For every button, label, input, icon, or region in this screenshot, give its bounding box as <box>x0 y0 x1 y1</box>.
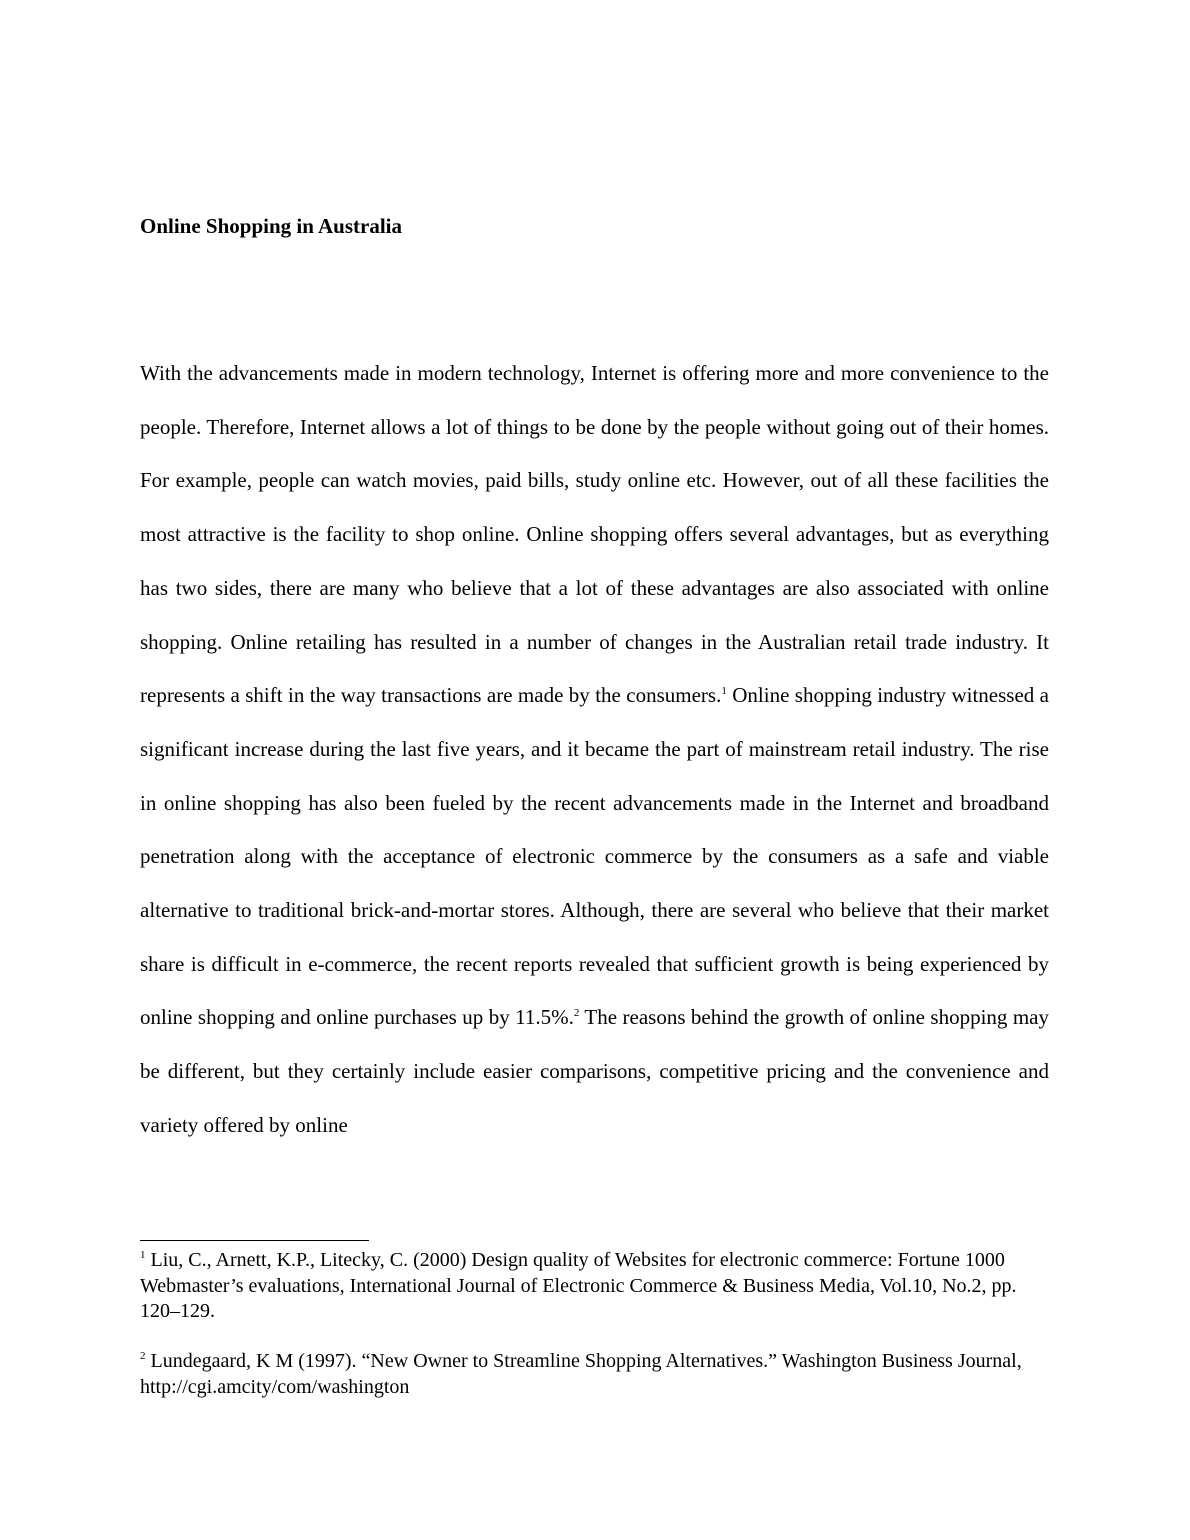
footnote-separator <box>140 1240 369 1241</box>
footnote-marker-2: 2 <box>140 1350 146 1362</box>
document-title: Online Shopping in Australia <box>140 214 403 238</box>
body-text-part-3: The reasons behind the growth of online shopping may be different, but they certainly include easier comparisons, competitive pricing and the convenience and variety offered by online <box>140 1005 1049 1137</box>
footnote-text-1: Liu, C., Arnett, K.P., Litecky, C. (2000) Design quality of Websites for electronic commerce: Fortune 1000 Webmaster’s evaluations, International Journal of Electronic Commerce & Business Media, Vol.10, No.2, pp. 120–129. <box>140 1249 1017 1322</box>
footnote-2 <box>140 1349 1040 1400</box>
body-text-part-2: Online shopping industry witnessed a significant increase during the last five years, and it became the part of mainstream retail industry. The rise in online shopping has also been fueled by the recent advancements made in the Internet and broadband penetration along with the acceptance of electronic commerce by the consumers as a safe and viable alternative to traditional brick-and-mortar stores. Although, there are several who believe that their market share is difficult in e-commerce, the recent reports revealed that sufficient growth is being experienced by online shopping and online purchases up by 11.5%. <box>140 683 1049 1030</box>
footnote-text-2: Lundegaard, K M (1997). “New Owner to Streamline Shopping Alternatives.” Washington Business Journal, http://cgi.amcity/com/washington <box>140 1350 1022 1398</box>
body-paragraph <box>140 347 1049 1153</box>
footnote-ref-2: 2 <box>573 1007 580 1020</box>
footnote-ref-1: 1 <box>721 685 727 698</box>
body-text-part-1: With the advancements made in modern technology, Internet is offering more and more convenience to the people. Therefore, Internet allows a lot of things to be done by the people without going out of their homes. For example, people can watch movies, paid bills, study online etc. However, out of all these facilities the most attractive is the facility to shop online. Online shopping offers several advantages, but as everything has two sides, there are many who believe that a lot of these advantages are also associated with online shopping. Online retailing has resulted in a number of changes in the Australian retail trade industry. It represents a shift in the way transactions are made by the consumers. <box>140 361 1049 708</box>
footnote-1 <box>140 1248 1040 1325</box>
footnote-marker-1: 1 <box>140 1249 146 1261</box>
